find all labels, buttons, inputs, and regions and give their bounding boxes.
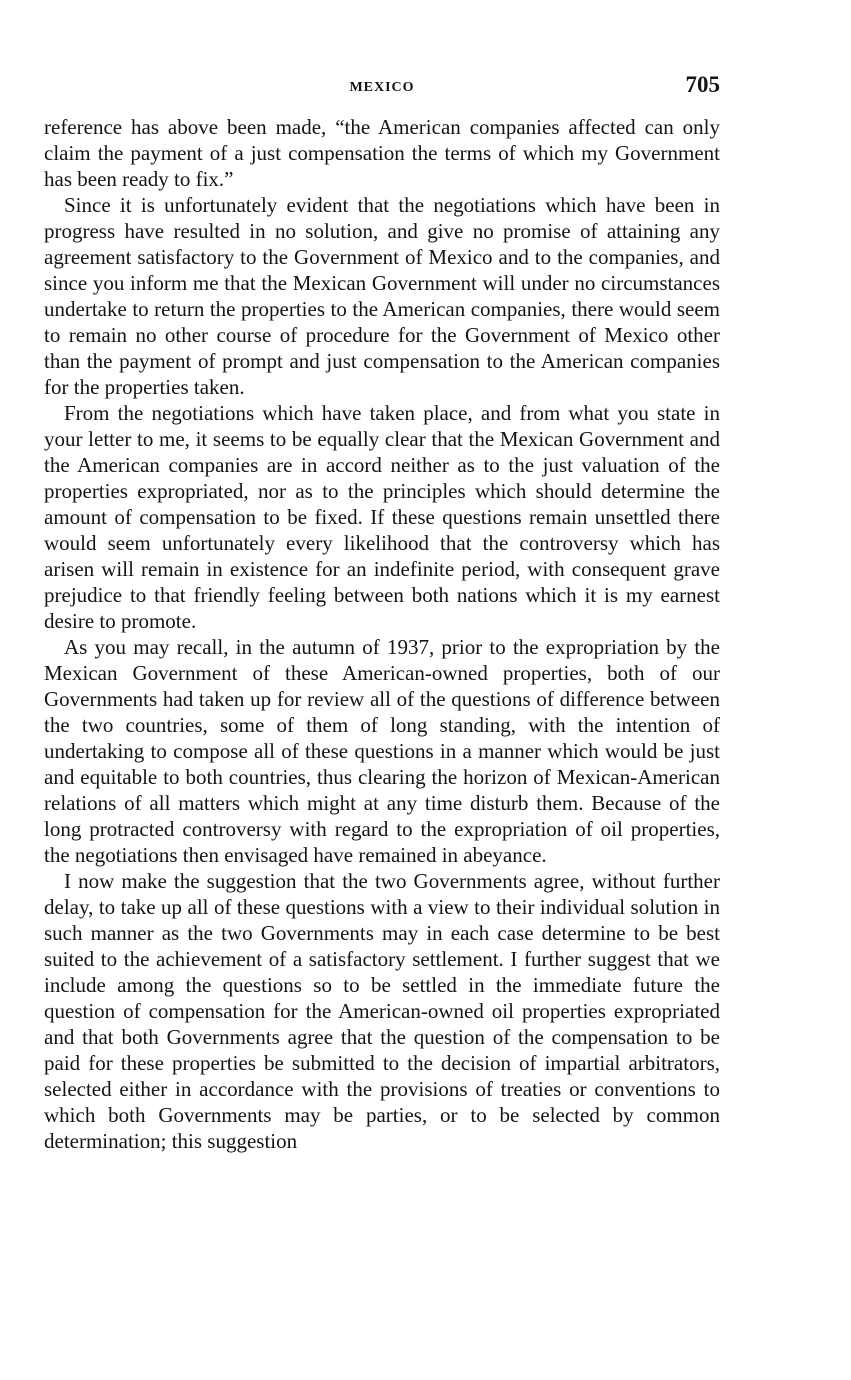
- paragraph: Since it is unfortunately evident that the negotiations which have been in progress have resulted in no solution, and give no promise of attaining any agreement satisfactory to the Government of Mexico and to the companies, and since you inform me that the Mexican Government will under no circumstances undertake to return the properties to the American companies, there would seem to remain no other course of procedure for the Government of Mexico other than the payment of prompt and just compensation to the American companies for the properties taken.: [44, 193, 720, 399]
- running-head: [44, 72, 720, 104]
- paragraph: I now make the suggestion that the two Governments agree, without further delay, to take up all of these questions with a view to their individual solution in such manner as the two Governments may in each case determine to be best suited to the achievement of a satisfactory settlement. I further suggest that we include among the questions so to be settled in the immediate future the question of compensation for the American-owned oil properties expropriated and that both Governments agree that the question of the compensation to be paid for these properties be submitted to the decision of impartial arbitrators, selected either in accordance with the provisions of treaties or conventions to which both Governments may be parties, or to be selected by common determination; this suggestion: [44, 869, 720, 1153]
- page-number: 705: [685, 72, 720, 97]
- running-title: MEXICO: [349, 80, 415, 95]
- body-text: [44, 114, 720, 1154]
- paragraph: As you may recall, in the autumn of 1937, prior to the expropriation by the Mexican Government of these American-owned properties, both of our Governments had taken up for review all of the questions of difference between the two countries, some of them of long standing, with the intention of undertaking to compose all of these questions in a manner which would be just and equitable to both countries, thus clearing the horizon of Mexican-American relations of all matters which might at any time disturb them. Because of the long protracted controversy with regard to the expropriation of oil properties, the negotiations then envisaged have remained in abeyance.: [44, 635, 720, 867]
- paragraph: From the negotiations which have taken place, and from what you state in your letter to me, it seems to be equally clear that the Mexican Government and the American companies are in accord neither as to the just valuation of the properties expropriated, nor as to the principles which should determine the amount of compensation to be fixed. If these questions remain unsettled there would seem unfortunately every likelihood that the controversy which has arisen will remain in existence for an indefinite period, with consequent grave prejudice to that friendly feeling between both nations which it is my earnest desire to promote.: [44, 401, 720, 633]
- paragraph-continued: reference has above been made, “the American companies affected can only claim the payment of a just compensation the terms of which my Government has been ready to fix.”: [44, 115, 720, 191]
